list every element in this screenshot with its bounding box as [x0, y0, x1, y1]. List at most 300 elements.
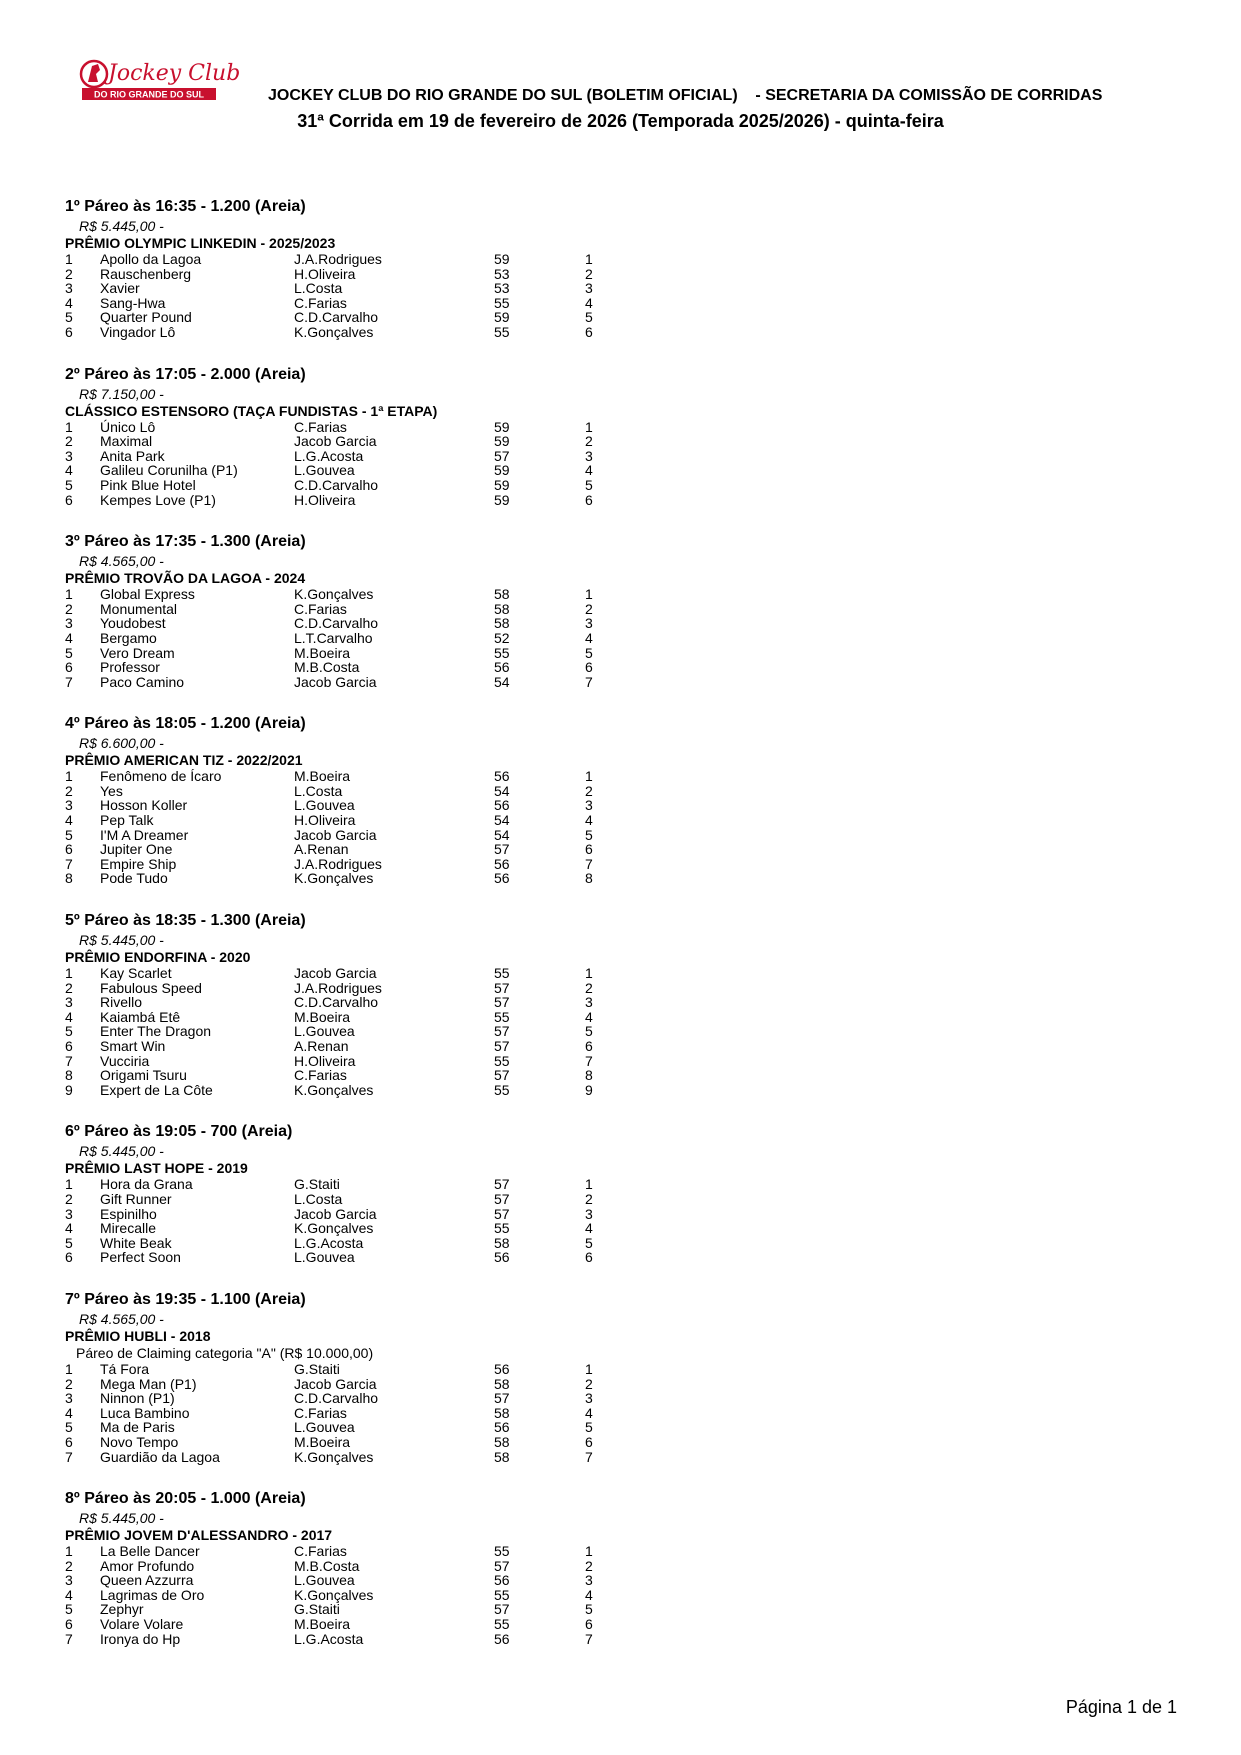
entry-list — [65, 587, 685, 689]
race-1 — [65, 196, 685, 340]
weight: 56 — [494, 1419, 510, 1436]
entry-row — [65, 325, 685, 340]
jockey-name: A.Renan — [294, 1038, 349, 1054]
entry-row — [65, 1406, 685, 1421]
weight: 55 — [494, 294, 510, 311]
post-position: 7 — [585, 1630, 593, 1647]
race-prize: PRÊMIO TROVÃO DA LAGOA - 2024 — [65, 570, 306, 587]
entry-row — [65, 1236, 685, 1251]
horse-name: Gift Runner — [100, 1190, 172, 1207]
horse-name: Mirecalle — [100, 1220, 157, 1237]
entry-row — [65, 1207, 685, 1222]
entry-number: 1 — [65, 1543, 73, 1560]
race-prize: PRÊMIO HUBLI - 2018 — [65, 1327, 211, 1344]
post-position: 4 — [585, 629, 593, 646]
horse-name: Vingador Lô — [100, 323, 176, 340]
entry-row — [65, 1559, 685, 1574]
horse-name: Apollo da Lagoa — [100, 251, 202, 267]
entry-number: 3 — [65, 1205, 73, 1222]
weight: 55 — [494, 965, 510, 982]
post-position: 2 — [585, 433, 593, 450]
horse-name: Zephyr — [100, 1601, 144, 1618]
jockey-name: J.A.Rodrigues — [294, 251, 382, 267]
race-prize: CLÁSSICO ESTENSORO (TAÇA FUNDISTAS - 1ª ETAPA) — [65, 402, 438, 419]
entry-number: 3 — [65, 447, 73, 464]
entry-number: 5 — [65, 1601, 73, 1618]
entry-row — [65, 1054, 685, 1069]
entry-number: 6 — [65, 323, 73, 340]
post-position: 1 — [585, 1543, 593, 1560]
weight: 57 — [494, 1038, 510, 1054]
horse-name: Sang-Hwa — [100, 294, 166, 311]
post-position: 4 — [585, 1008, 593, 1025]
weight: 59 — [494, 462, 510, 479]
weight: 59 — [494, 476, 510, 493]
jockey-name: L.Gouvea — [294, 1419, 355, 1436]
horse-name: Pink Blue Hotel — [100, 476, 196, 493]
jockey-name: L.Gouvea — [294, 1023, 355, 1040]
horse-name: Yes — [100, 782, 123, 799]
post-position: 5 — [585, 476, 593, 493]
race-purse: R$ 5.445,00 - — [79, 218, 164, 234]
header-title: JOCKEY CLUB DO RIO GRANDE DO SUL (BOLETIM OFICIAL) - SECRETARIA DA COMISSÃO DE CORRIDAS — [268, 87, 1103, 104]
entry-number: 6 — [65, 1616, 73, 1633]
jockey-name: C.D.Carvalho — [294, 309, 379, 326]
race-purse: R$ 7.150,00 - — [79, 385, 164, 402]
entry-row — [65, 449, 685, 464]
entry-number: 7 — [65, 1448, 73, 1465]
jockey-name: H.Oliveira — [294, 812, 356, 829]
weight: 57 — [494, 841, 510, 858]
entry-row — [65, 1544, 685, 1559]
post-position: 3 — [585, 447, 593, 464]
entry-number: 3 — [65, 615, 73, 632]
entry-row — [65, 1010, 685, 1025]
entry-number: 4 — [65, 1008, 73, 1025]
weight: 57 — [494, 1067, 510, 1084]
weight: 59 — [494, 433, 510, 450]
race-title: 3º Páreo às 17:35 - 1.300 (Areia) — [65, 533, 306, 551]
horse-name: Espinilho — [100, 1205, 157, 1222]
jockey-name: L.Gouvea — [294, 1572, 355, 1589]
horse-name: Maximal — [100, 433, 153, 450]
jockey-name: L.G.Acosta — [294, 1234, 364, 1251]
race-purse: R$ 5.445,00 - — [79, 932, 164, 949]
race-title: 5º Páreo às 18:35 - 1.300 (Areia) — [65, 912, 306, 930]
post-position: 6 — [585, 659, 593, 676]
post-position: 4 — [585, 462, 593, 479]
entry-row — [65, 769, 685, 784]
jockey-name: C.D.Carvalho — [294, 476, 379, 493]
entry-number: 2 — [65, 265, 73, 282]
entry-row — [65, 310, 685, 325]
weight: 56 — [494, 1630, 510, 1647]
jockey-name: M.B.Costa — [294, 659, 360, 676]
jockey-name: L.G.Acosta — [294, 447, 364, 464]
jockey-name: C.Farias — [294, 600, 347, 617]
weight: 59 — [494, 309, 510, 326]
post-position: 3 — [585, 797, 593, 814]
post-position: 1 — [585, 965, 593, 982]
svg-text:DO RIO GRANDE DO SUL: DO RIO GRANDE DO SUL — [93, 89, 205, 100]
entry-number: 6 — [65, 1249, 73, 1266]
horse-name: Smart Win — [100, 1038, 166, 1054]
post-position: 3 — [585, 1205, 593, 1222]
post-position: 6 — [585, 491, 593, 508]
jockey-name: C.Farias — [294, 1543, 347, 1560]
post-position: 7 — [585, 1052, 593, 1069]
race-title: 6º Páreo às 19:05 - 700 (Areia) — [65, 1123, 293, 1141]
entry-row — [65, 871, 685, 886]
entry-row — [65, 1391, 685, 1406]
entry-number: 2 — [65, 782, 73, 799]
horse-name: Fabulous Speed — [100, 979, 202, 996]
entry-number: 5 — [65, 826, 73, 843]
jockey-name: L.T.Carvalho — [294, 629, 373, 646]
weight: 56 — [494, 797, 510, 814]
weight: 55 — [494, 323, 510, 340]
jockey-name: L.Costa — [294, 1190, 343, 1207]
weight: 57 — [494, 1205, 510, 1222]
entry-number: 2 — [65, 600, 73, 617]
jockey-name: K.Gonçalves — [294, 1220, 374, 1237]
header-subtitle: 31ª Corrida em 19 de fevereiro de 2026 (Temporada 2025/2026) - quinta-feira — [297, 111, 944, 131]
weight: 54 — [494, 782, 510, 799]
entry-list — [65, 1362, 685, 1464]
weight: 55 — [494, 1081, 510, 1098]
race-title: 8º Páreo às 20:05 - 1.000 (Areia) — [65, 1490, 306, 1508]
weight: 55 — [494, 1543, 510, 1560]
race-purse: R$ 4.565,00 - — [79, 553, 164, 570]
race-title: 7º Páreo às 19:35 - 1.100 (Areia) — [65, 1290, 306, 1308]
entry-row — [65, 478, 685, 493]
jockey-name: C.Farias — [294, 1067, 347, 1084]
entry-number: 6 — [65, 491, 73, 508]
race-prize: PRÊMIO JOVEM D'ALESSANDRO - 2017 — [65, 1527, 333, 1544]
horse-name: Queen Azzurra — [100, 1572, 194, 1589]
post-position: 5 — [585, 1419, 593, 1436]
entry-row — [65, 1024, 685, 1039]
horse-name: Paco Camino — [100, 673, 185, 690]
entry-row — [65, 252, 685, 267]
entry-number: 9 — [65, 1081, 73, 1098]
weight: 55 — [494, 1616, 510, 1633]
entry-number: 4 — [65, 1404, 73, 1421]
entry-number: 1 — [65, 586, 73, 603]
post-position: 2 — [585, 979, 593, 996]
weight: 56 — [494, 1249, 510, 1266]
entry-number: 1 — [65, 768, 73, 785]
jockey-name: Jacob Garcia — [294, 1205, 377, 1222]
horse-name: Vucciria — [100, 1052, 150, 1069]
entry-list — [65, 966, 685, 1097]
post-position: 1 — [585, 418, 593, 435]
horse-name: Fenômeno de Ícaro — [100, 768, 222, 785]
weight: 58 — [494, 600, 510, 617]
entry-number: 6 — [65, 1038, 73, 1054]
weight: 59 — [494, 491, 510, 508]
horse-name: Quarter Pound — [100, 309, 192, 326]
race-purse: R$ 6.600,00 - — [79, 735, 164, 752]
entry-number: 3 — [65, 797, 73, 814]
post-position: 1 — [585, 251, 593, 267]
weight: 58 — [494, 1448, 510, 1465]
post-position: 4 — [585, 1586, 593, 1603]
post-position: 1 — [585, 768, 593, 785]
weight: 57 — [494, 1390, 510, 1407]
race-5 — [65, 910, 685, 1097]
entry-row — [65, 1250, 685, 1265]
race-list — [65, 196, 685, 1670]
post-position: 2 — [585, 1190, 593, 1207]
weight: 56 — [494, 768, 510, 785]
weight: 53 — [494, 265, 510, 282]
jockey-name: C.Farias — [294, 294, 347, 311]
entry-row — [65, 1632, 685, 1647]
weight: 55 — [494, 1586, 510, 1603]
post-position: 1 — [585, 1360, 593, 1377]
jockey-name: C.D.Carvalho — [294, 1390, 379, 1407]
entry-number: 1 — [65, 418, 73, 435]
jockey-name: G.Staiti — [294, 1360, 340, 1377]
weight: 58 — [494, 615, 510, 632]
entry-number: 3 — [65, 1572, 73, 1589]
jockey-name: C.Farias — [294, 1404, 347, 1421]
horse-name: Luca Bambino — [100, 1404, 190, 1421]
jockey-name: J.A.Rodrigues — [294, 855, 382, 872]
race-prize: PRÊMIO AMERICAN TIZ - 2022/2021 — [65, 752, 303, 769]
weight: 54 — [494, 812, 510, 829]
post-position: 3 — [585, 280, 593, 297]
entry-number: 7 — [65, 1630, 73, 1647]
entry-number: 5 — [65, 644, 73, 661]
post-position: 3 — [585, 1390, 593, 1407]
entry-number: 4 — [65, 294, 73, 311]
horse-name: Anita Park — [100, 447, 165, 464]
entry-number: 2 — [65, 979, 73, 996]
weight: 55 — [494, 644, 510, 661]
jockey-name: J.A.Rodrigues — [294, 979, 382, 996]
weight: 58 — [494, 1404, 510, 1421]
weight: 57 — [494, 1023, 510, 1040]
post-position: 9 — [585, 1081, 593, 1098]
jockey-name: K.Gonçalves — [294, 586, 374, 603]
weight: 56 — [494, 870, 510, 887]
weight: 55 — [494, 1220, 510, 1237]
horse-name: Amor Profundo — [100, 1557, 195, 1574]
weight: 56 — [494, 1572, 510, 1589]
post-position: 6 — [585, 323, 593, 340]
horse-name: Vero Dream — [100, 644, 175, 661]
entry-row — [65, 1435, 685, 1450]
race-4 — [65, 713, 685, 886]
post-position: 5 — [585, 1023, 593, 1040]
horse-name: Kay Scarlet — [100, 965, 172, 982]
jockey-name: Jacob Garcia — [294, 1375, 377, 1392]
entry-row — [65, 828, 685, 843]
race-purse: R$ 5.445,00 - — [79, 1143, 164, 1160]
entry-number: 5 — [65, 476, 73, 493]
entry-row — [65, 1192, 685, 1207]
horse-name: Global Express — [100, 586, 195, 603]
weight: 53 — [494, 280, 510, 297]
horse-name: Kaiambá Etê — [100, 1008, 181, 1025]
jockey-name: H.Oliveira — [294, 491, 356, 508]
weight: 57 — [494, 1557, 510, 1574]
entry-number: 2 — [65, 433, 73, 450]
entry-row — [65, 602, 685, 617]
entry-row — [65, 1039, 685, 1054]
jockey-name: H.Oliveira — [294, 265, 356, 282]
jockey-name: C.Farias — [294, 418, 347, 435]
entry-row — [65, 281, 685, 296]
jockey-name: M.Boeira — [294, 1616, 351, 1633]
horse-name: Hosson Koller — [100, 797, 188, 814]
jockey-name: K.Gonçalves — [294, 323, 374, 340]
race-6 — [65, 1121, 685, 1265]
entry-row — [65, 296, 685, 311]
horse-name: Expert de La Côte — [100, 1081, 213, 1098]
race-3 — [65, 531, 685, 689]
jockey-name: A.Renan — [294, 841, 349, 858]
horse-name: Novo Tempo — [100, 1433, 179, 1450]
weight: 58 — [494, 1234, 510, 1251]
post-position: 4 — [585, 812, 593, 829]
weight: 56 — [494, 659, 510, 676]
weight: 58 — [494, 586, 510, 603]
entry-row — [65, 1362, 685, 1377]
race-prize: PRÊMIO ENDORFINA - 2020 — [65, 949, 251, 966]
horse-name: La Belle Dancer — [100, 1543, 200, 1560]
post-position: 1 — [585, 586, 593, 603]
entry-row — [65, 267, 685, 282]
entry-number: 6 — [65, 1433, 73, 1450]
race-title: 1º Páreo às 16:35 - 1.200 (Areia) — [65, 198, 306, 215]
horse-name: Tá Fora — [100, 1360, 150, 1377]
entry-row — [65, 813, 685, 828]
entry-number: 1 — [65, 251, 73, 267]
post-position: 4 — [585, 1220, 593, 1237]
entry-list — [65, 252, 685, 340]
horse-name: Guardião da Lagoa — [100, 1448, 220, 1465]
weight: 55 — [494, 1008, 510, 1025]
horse-name: White Beak — [100, 1234, 172, 1251]
post-position: 7 — [585, 673, 593, 690]
entry-list — [65, 1544, 685, 1646]
post-position: 2 — [585, 782, 593, 799]
horse-name: Professor — [100, 659, 160, 676]
horse-name: Ma de Paris — [100, 1419, 175, 1436]
entry-row — [65, 646, 685, 661]
weight: 52 — [494, 629, 510, 646]
jockey-name: G.Staiti — [294, 1176, 340, 1193]
jockey-name: K.Gonçalves — [294, 1586, 374, 1603]
horse-name: Xavier — [100, 280, 140, 297]
post-position: 7 — [585, 1448, 593, 1465]
entry-number: 3 — [65, 994, 73, 1011]
post-position: 6 — [585, 1616, 593, 1633]
race-purse: R$ 5.445,00 - — [79, 1510, 164, 1527]
post-position: 3 — [585, 994, 593, 1011]
post-position: 2 — [585, 600, 593, 617]
jockey-name: L.Costa — [294, 280, 343, 297]
horse-name: Bergamo — [100, 629, 157, 646]
post-position: 6 — [585, 841, 593, 858]
horse-name: Jupiter One — [100, 841, 173, 858]
weight: 58 — [494, 1433, 510, 1450]
horse-name: Pode Tudo — [100, 870, 168, 887]
entry-row — [65, 660, 685, 675]
post-position: 5 — [585, 1601, 593, 1618]
jockey-name: L.G.Acosta — [294, 1630, 364, 1647]
jockey-name: K.Gonçalves — [294, 1081, 374, 1098]
horse-name: Youdobest — [100, 615, 166, 632]
post-position: 8 — [585, 870, 593, 887]
entry-number: 2 — [65, 1557, 73, 1574]
horse-name: Rauschenberg — [100, 265, 192, 282]
jockey-name: C.D.Carvalho — [294, 994, 379, 1011]
entry-list — [65, 769, 685, 886]
entry-row — [65, 784, 685, 799]
entry-number: 4 — [65, 812, 73, 829]
entry-row — [65, 995, 685, 1010]
jockey-name: H.Oliveira — [294, 1052, 356, 1069]
entry-row — [65, 1588, 685, 1603]
entry-number: 6 — [65, 659, 73, 676]
entry-number: 4 — [65, 1220, 73, 1237]
entry-number: 4 — [65, 1586, 73, 1603]
jockey-name: G.Staiti — [294, 1601, 340, 1618]
post-position: 2 — [585, 265, 593, 282]
race-prize: PRÊMIO LAST HOPE - 2019 — [65, 1160, 248, 1177]
post-position: 8 — [585, 1067, 593, 1084]
post-position: 6 — [585, 1249, 593, 1266]
entry-row — [65, 1377, 685, 1392]
race-title: 4º Páreo às 18:05 - 1.200 (Areia) — [65, 715, 306, 733]
page-number: Página 1 de 1 — [1065, 1697, 1177, 1717]
entry-number: 2 — [65, 1190, 73, 1207]
race-title: 2º Páreo às 17:05 - 2.000 (Areia) — [65, 365, 306, 383]
jockey-name: M.B.Costa — [294, 1557, 360, 1574]
jockey-name: Jacob Garcia — [294, 826, 377, 843]
post-position: 2 — [585, 1557, 593, 1574]
entry-number: 5 — [65, 309, 73, 326]
entry-number: 5 — [65, 1419, 73, 1436]
entry-row — [65, 616, 685, 631]
weight: 56 — [494, 855, 510, 872]
weight: 57 — [494, 1601, 510, 1618]
post-position: 6 — [585, 1433, 593, 1450]
entry-row — [65, 675, 685, 690]
horse-name: Pep Talk — [100, 812, 154, 829]
entry-row — [65, 631, 685, 646]
entry-number: 1 — [65, 1360, 73, 1377]
entry-row — [65, 1617, 685, 1632]
weight: 58 — [494, 1375, 510, 1392]
entry-number: 2 — [65, 1375, 73, 1392]
entry-row — [65, 842, 685, 857]
jockey-name: M.Boeira — [294, 768, 351, 785]
entry-number: 3 — [65, 1390, 73, 1407]
weight: 56 — [494, 1360, 510, 1377]
weight: 59 — [494, 251, 510, 267]
entry-number: 3 — [65, 280, 73, 297]
entry-list — [65, 420, 685, 508]
post-position: 3 — [585, 615, 593, 632]
weight: 55 — [494, 1052, 510, 1069]
horse-name: Ninnon (P1) — [100, 1390, 175, 1407]
horse-name: Perfect Soon — [100, 1249, 181, 1266]
